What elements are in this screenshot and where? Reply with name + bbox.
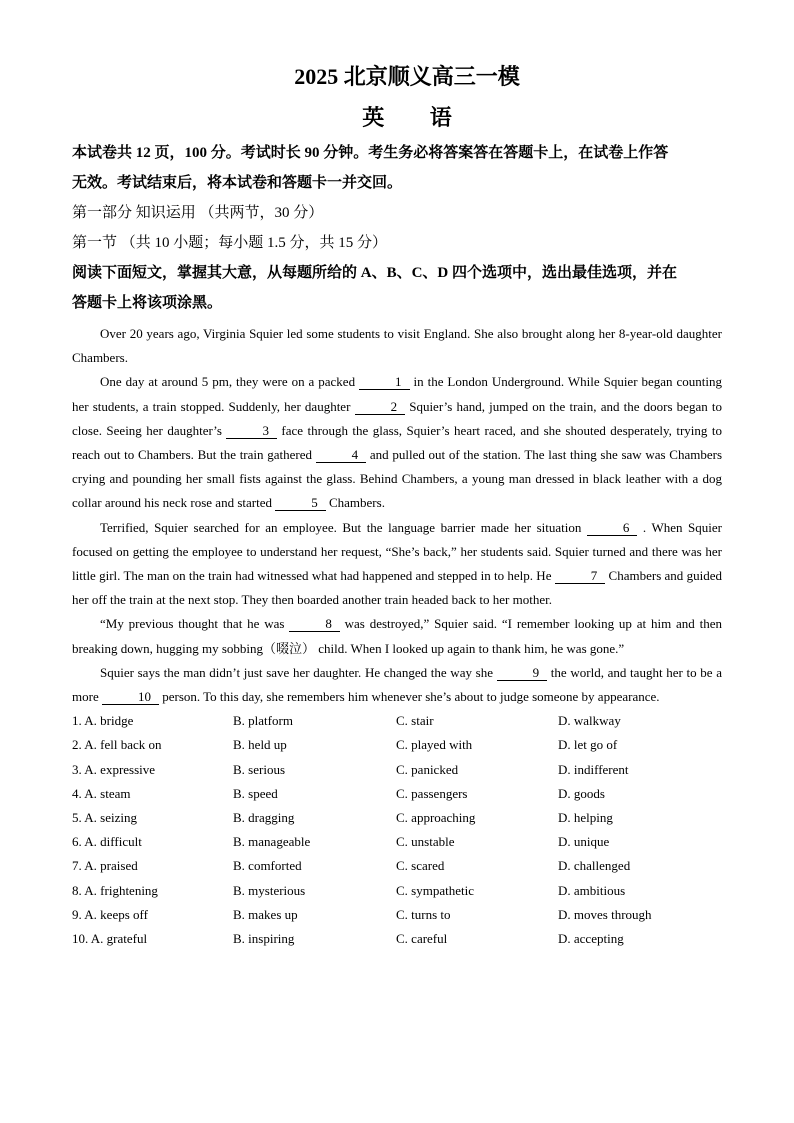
exam-page [72,60,722,951]
blank-3: 3 [226,424,277,439]
option-b: B. speed [233,785,278,801]
passage-text: Terrified, Squier searched for an employee. But the language barrier made her situation [100,519,587,535]
passage-text: Chambers. [325,495,385,511]
option-b: B. comforted [233,858,302,874]
question-options-row [72,758,722,782]
passage-text: Over 20 years ago, Virginia Squier led some students to visit England. She also brought along her 8-year-old daughter Chambers. [72,326,722,366]
blank-2: 2 [355,400,406,415]
passage-text: in the London Underground. While Squier began counting her students, a train stopped. Suddenly, her daughter [72,374,722,414]
question-options-row [72,854,722,878]
option-a: 10. A. grateful [72,930,148,946]
option-c: C. panicked [396,761,459,777]
option-a: 2. A. fell back on [72,737,162,753]
passage-text: Squier says the man didn’t just save her daughter. He changed the way she [100,664,497,680]
option-d: D. indifferent [558,761,629,777]
option-b: B. inspiring [233,930,295,946]
passage-text: . When Squier focused on getting the employee to understand her request, “She’s back,” her students said. Squier turned and there was her little girl. The man on the train had witnessed what had happened and stepped in to help. He [72,519,722,584]
exam-title: 2025 北京顺义高三一模 [294,64,520,89]
passage-text: person. To this day, she remembers him whenever she’s about to judge someone by appearance. [158,689,660,705]
question-options-row [72,782,722,806]
passage-text: was destroyed,” Squier said. “I remember looking up at him and then breaking down, hugging my sobbing（啜泣） child. When I looked up again to thank him, he was gone.” [72,616,722,656]
reading-passage [72,322,722,709]
option-d: D. challenged [558,858,631,874]
passage-text: Chambers and guided her off the train at the next stop. They then boarded another train headed back to her mother. [72,568,722,608]
option-b: B. serious [233,761,285,777]
section-heading: 第一节 （共 10 小题；每小题 1.5 分，共 15 分） [72,235,388,251]
question-options-row [72,927,722,951]
passage-text: the world, and taught her to be a more [72,664,722,705]
question-options-row [72,806,722,830]
option-c: C. sympathetic [396,882,474,898]
option-b: B. held up [233,737,287,753]
option-c: C. passengers [396,785,468,801]
question-options-row [72,830,722,854]
option-b: B. makes up [233,906,298,922]
question-options-row [72,709,722,733]
passage-text: face through the glass, Squier’s heart raced, and she shouted desperately, trying to reach out to Chambers. But the train gathered [72,422,723,463]
subject-title: 英 语 [362,105,452,130]
option-b: B. dragging [233,810,295,825]
option-d: D. walkway [558,713,621,729]
instructions-line-1: 本试卷共 12 页，100 分。考试时长 90 分钟。考生务必将答案答在答题卡上，在试卷上作答 [72,145,669,161]
passage-text: and pulled out of the station. The last thing she saw was Chambers crying and pounding her small fists against the glass. Behind Chambers, a young man dressed in black leather with a dog collar around his neck rose and started [72,447,723,511]
blank-5: 5 [275,496,326,511]
option-d: D. ambitious [558,882,626,898]
option-a: 7. A. praised [72,858,138,874]
passage-paragraph-5 [72,661,722,709]
option-d: D. unique [558,834,610,850]
option-a: 4. A. steam [72,785,131,801]
option-a: 6. A. difficult [72,834,142,850]
part-heading: 第一部分 知识运用 （共两节，30 分） [72,205,324,221]
option-c: C. unstable [396,834,455,850]
option-b: B. mysterious [233,882,306,898]
passage-paragraph-2 [72,370,722,515]
blank-6: 6 [587,521,638,536]
option-c: C. careful [396,930,448,946]
blank-10: 10 [102,690,159,705]
option-b: B. manageable [233,834,311,850]
option-d: D. helping [558,810,613,825]
option-d: D. accepting [558,930,624,946]
option-d: D. moves through [558,906,652,922]
option-d: D. let go of [558,737,618,753]
passage-paragraph-4 [72,612,722,660]
option-d: D. goods [558,785,605,801]
blank-8: 8 [289,617,340,632]
exam-instructions [72,138,722,198]
option-a: 3. A. expressive [72,761,156,777]
answer-options [72,709,722,951]
option-a: 5. A. seizing [72,810,137,825]
passage-text: “My previous thought that he was [100,616,290,632]
passage-paragraph-3 [72,516,722,613]
question-options-row [72,879,722,903]
passage-paragraph-1 [72,322,722,370]
option-c: C. approaching [396,810,476,825]
option-a: 8. A. frightening [72,882,158,898]
directions [72,258,722,318]
directions-line-1: 阅读下面短文，掌握其大意，从每题所给的 A、B、C、D 四个选项中，选出最佳选项，并在 [72,265,678,281]
question-options-row [72,733,722,757]
blank-9: 9 [497,666,548,681]
directions-line-2: 答题卡上将该项涂黑。 [72,295,223,311]
option-c: C. played with [396,737,473,753]
passage-text: Squier’s hand, jumped on the train, and the doors began to close. Seeing her daughter’s [72,398,722,438]
option-c: C. stair [396,713,434,729]
blank-1: 1 [359,375,410,390]
blank-7: 7 [555,569,606,584]
instructions-line-2: 无效。考试结束后，将本试卷和答题卡一并交回。 [72,175,403,191]
option-c: C. scared [396,858,445,874]
option-a: 1. A. bridge [72,713,134,729]
question-options-row [72,903,722,927]
option-b: B. platform [233,713,293,729]
passage-text: One day at around 5 pm, they were on a packed [100,374,360,390]
option-a: 9. A. keeps off [72,906,148,922]
option-c: C. turns to [396,906,451,922]
blank-4: 4 [316,448,367,463]
